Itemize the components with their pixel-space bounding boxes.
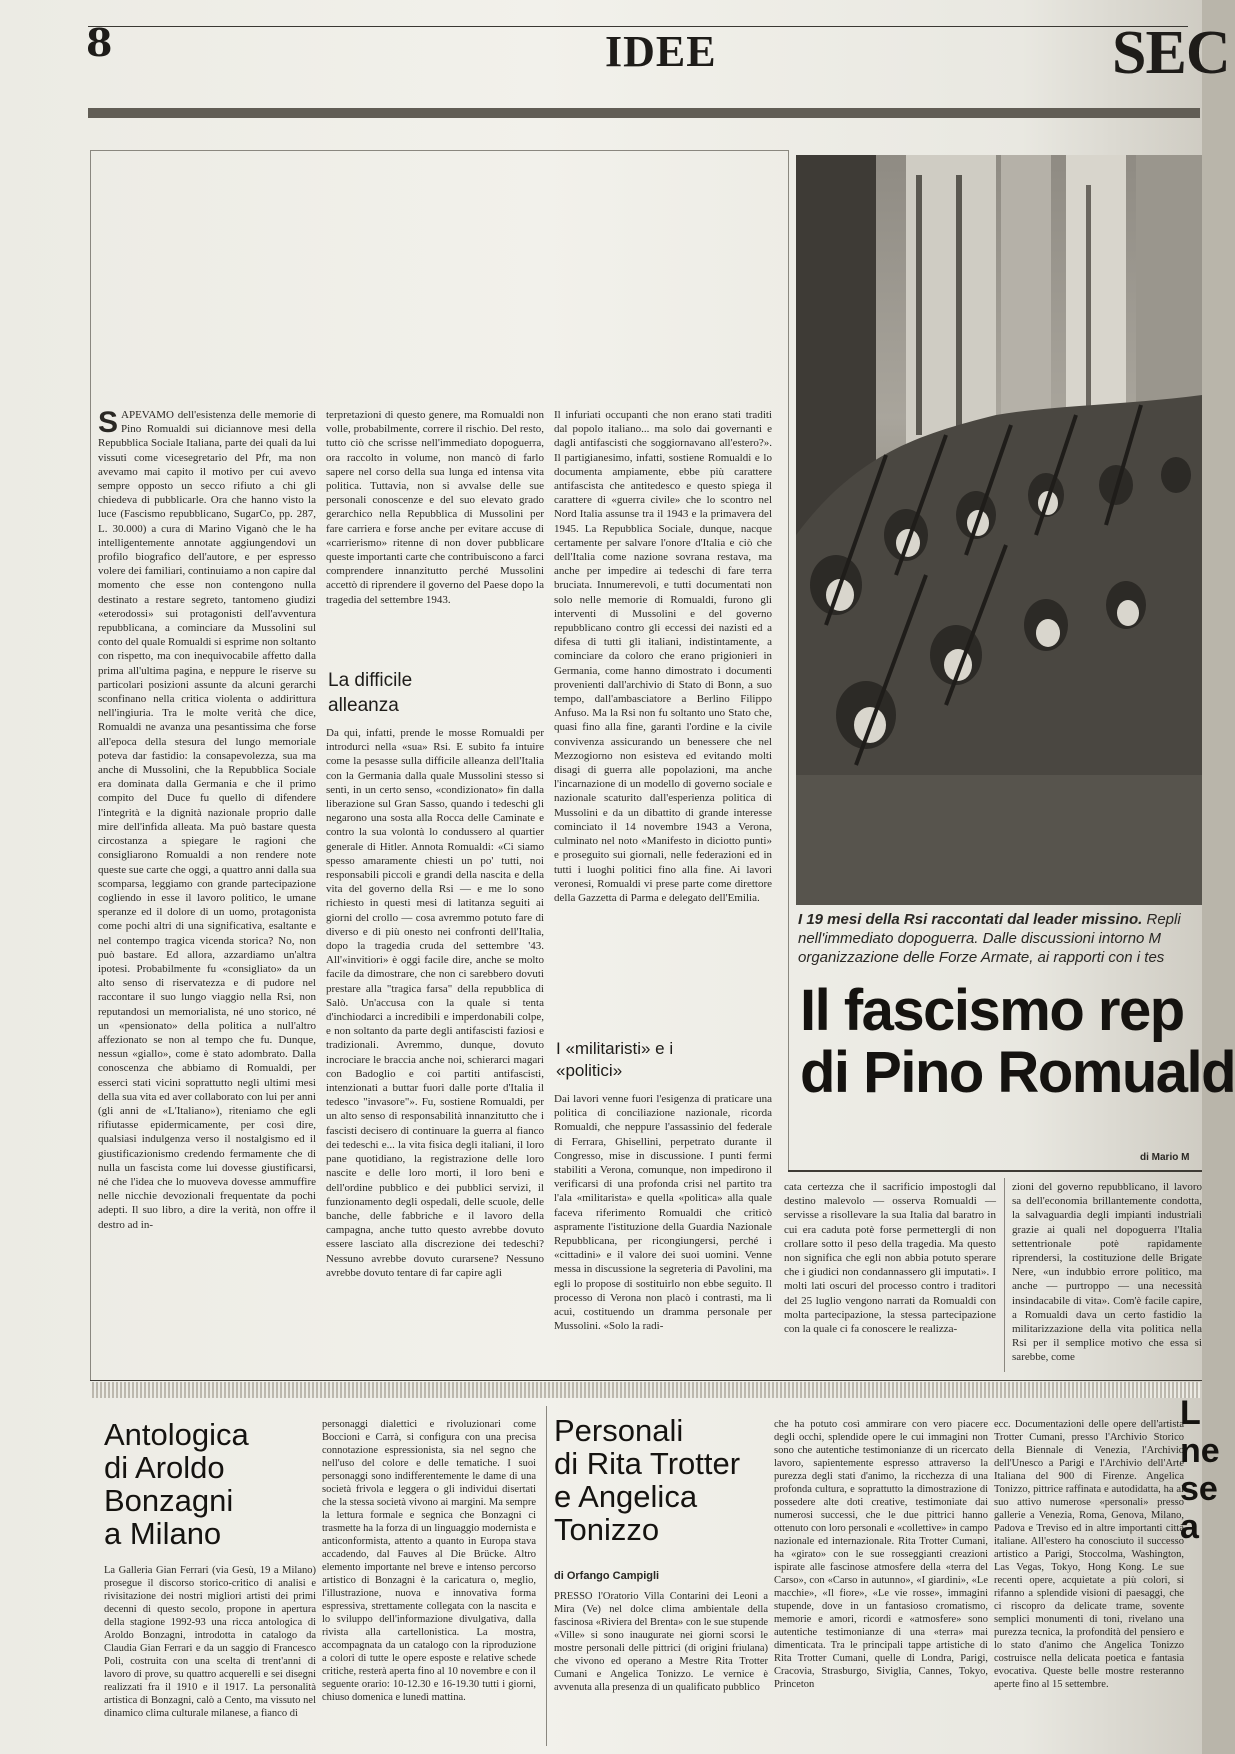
article-column-1 (98, 408, 316, 1368)
side-article-title-fragment (1180, 1394, 1220, 1546)
headline-rule (788, 1170, 1202, 1172)
article-column-2b: Da qui, infatti, prende le mosse Romualdi per introdurci nella «sua» Rsi. E subito fa intuire come la pesasse sulla difficile alleanza dell'Italia con la Germania dalla quale Mussolini stesso si sentì, in un certo senso, «condizionato» fin dalla liberazione sul Gran Sasso, quando i tedeschi gli negarono una sosta alla Rocca delle Caminate e contro la sua volontà lo condussero al quartier generale di Hitler. Annota Romualdi: «Ci siamo spesso amaramente chiesti un po' tutti, noi responsabili piccoli e grandi della nascita e della vita del governo della Rsi — e me lo sono richiesto in questi mesi di latitanza seguiti ai giorni del crollo — cosa avremmo potuto fare di diverso e di più onesto nei confronti dell'Italia, dopo la tragedia cruda del settembre '43. All'«invitiori» è oggi facile dire, anche se molto facile da dimostrare, che non ci sarebbero dovuti prestare alla "tragica farsa" della repubblica di Salò. Un'accusa con la quale si tenta d'inchiodarci a incredibili e imperdonabili colpe, e non soltanto da parte degli antifascisti faziosi e tradizionali. Avremmo, dunque, dovuto incrociare le braccia anche noi, schierarci magari con Badoglio e coi partiti antifascisti, intenzionati a buttar fuori dalle porte d'Italia il tedesco "invasore"». Fu, sostiene Romualdi, per un alto senso di responsabilità innanzitutto che i fascisti decisero di continuare la guerra al fianco dei tedeschi e... la vita fisica degli italiani, il loro pane quotidiano, la registrazione delle loro nascite e delle loro morti, il loro beni e dell'ordine pubblico e dei pubblici servizi, il funzionamento degli ospedali, delle scuole, delle banche, delle fabbriche e il lavoro della campagna, anche tutto questo avrebbe dovuto essere lasciato alla discrezione dei tedeschi? Nessuno avrebbe dovuto curarsene? Nessuno avrebbe dovuto tentare di far capire agli (326, 727, 544, 1279)
frame-rule (90, 150, 91, 1380)
frame-rule (788, 150, 789, 1170)
headline-line: di Pino Romuald (800, 1040, 1235, 1105)
title-line: Antologica (104, 1417, 249, 1452)
bonzagni-column-2: personaggi dialettici e rivoluzionari come Boccioni e Carrà, si configura con una precisa connotazione espressionista, sia nel segno che nell'uso del colore e delle tematiche. I suoi personaggi sono indifferentemente le dame di una società frivola e leggera o gli individui disertati che la stessa società vivono ai margini. Ma sempre la lettura formale e segnica che Bonzagni ci trasmette ha la forza di un linguaggio modernista e anticonformista, attento a quanto in Europa stava accadendo, dal Fauves al Die Brücke. Altro elemento importante nel breve e intenso percorso artistico di Bonzagni è la caricatura o, meglio, l'illustrazione, nuova e innovativa forma espressiva, strettamente collegata con la nascita e lo sviluppo dell'informazione divulgativa, dalla rivista alla cartellonistica. La mostra, accompagnata da un catalogo con la riproduzione a colori di tutte le opere esposte e relative schede critiche, resterà aperta fino al 10 novembre e con il seguente orario: 10-12.30 e 16-19.30 tutti i giorni, chiuso domenica e lunedì mattina. (322, 1419, 536, 1703)
section-rule (88, 108, 1200, 118)
article-column-4: cata certezza che il sacrificio impostogli dal destino malevolo — osserva Romualdi — servisse a risollevare la sua Italia dal baratro in cui era caduta potè forse permettergli di non crollare sotto il peso della tragedia. Ma questo non significa che egli non abbia potuto sperare che i giudici non condannassero gli imputati». I molti lati oscuri del processo contro i traditori del 25 luglio vengono narrati da Romualdi con molta partecipazione, la stessa partecipazione con la quale ci fa conoscere le realizza- (784, 1181, 996, 1336)
article-column-3b: Dai lavori venne fuori l'esigenza di praticare una politica di conciliazione nazionale, ricorda Romualdi, che neppure l'assassinio del federale di Ferrara, Ghisellini, perpetrato durante il Congresso, mise in discussione. I punti fermi stabiliti a Verona, comunque, non impedirono il verificarsi di una profonda crisi nel partito tra l'ala «militarista» e quella «politica» alla quale faceva riferimento Romualdi che criticò aspramente l'istituzione della Guardia Nazionale Repubblicana, per ricongiungersi, perché i «cittadini» e il valore dei suoi uomini. Venne messa in discussione la segreteria di Pavolini, ma egli lo propose di sostituirlo non ebbe seguito. Il processo di Verona non placò i contrasti, ma li acuì, costituendo un dramma personale per Mussolini. «Solo la radi- (554, 1093, 772, 1333)
frame-rule (90, 150, 788, 151)
trotter-byline: di Orfango Campigli (554, 1570, 660, 1582)
photo-illustration (796, 155, 1202, 905)
page-number: 8 (86, 20, 113, 65)
article-column-5: zioni del governo repubblicano, il lavoro sa dell'economia brillantemente condotta, la salvaguardia degli impianti industriali grazie ai quali nel dopoguerra l'Italia settentrionale potè rapidamente riprendersi, la costituzione delle Brigate Nere, «un indubbio errore politico, ma anche — purtroppo — una necessità insindacabile di vita». Com'è facile capire, a Romualdi dava un certo fastidio la militarizzazione della vita politica nella Rsi per il semplice motivo che essa si sarebbe, come (1012, 1181, 1202, 1364)
title-line: L (1180, 1394, 1201, 1432)
title-line: e Angelica (554, 1479, 698, 1514)
title-line: se (1180, 1470, 1218, 1508)
title-line: di Aroldo (104, 1450, 225, 1485)
article-photo (796, 155, 1202, 905)
caption-lead: I 19 mesi della Rsi raccontati dal leader missino. (798, 911, 1143, 928)
photo-caption (798, 910, 1202, 967)
title-line: di Rita Trotter (554, 1446, 741, 1481)
column-rule (1004, 1178, 1005, 1372)
article-text: APEVAMO dell'esistenza delle memorie di Pino Romualdi sui diciannove mesi della Repubblica Sociale Italiana, parte dei quali da lui vissuti come vicesegretario del Pfr, ma non avevamo mai capito il motivo per cui avevo sempre opposto un secco rifiuto a chi gli chiedeva di pubblicarle. Ora che hanno visto la luce (Fascismo repubblicano, SugarCo, pp. 287, L. 30.000) a cura di Marino Viganò che le ha intelligentemente annotate aggiungendovi un profilo biografico dell'autore, e per espresso volere dei familiari, continuiamo a non capire dal momento che esse non contengono nulla destinato a restare segreto, tantomeno giudizi «eterodossi» sui protagonisti dell'avventura repubblicana, a cominciare da Mussolini sul conto del quale Romualdi si esprime non soltanto con rispetto, ma con inequivocabile affetto dalla prima all'ultima pagina, e neppure le riserve su particolari posizioni assunte da alcuni gerarchi sconfinano nella critica violenta o addirittura nell'ingiuria. Tra le molte verità che dice, Romualdi ne avanza una pesantissima che forse all'epoca della stesura del lungo memoriale poteva dar fastidio: la consapevolezza, sua ma anche di Mussolini, che la Repubblica Sociale era dominata dalla Germania e che il primo compito del Duce fu quello di difendere l'integrità e la dignità nazionale proprio dalle mire dell'infida alleata. Ma può bastare questa circostanza a spiegare le ragioni che consigliarono Romualdi a non rendere note queste sue carte che oggi, a quattro anni dalla sua scomparsa, leggiamo con grande partecipazione cogliendo in esse il lavoro politico, le umane speranze ed il dolore di un uomo, protagonista come pochi altri di una significativa, esaltante e nel contempo tragica vicenda storica? No, non può bastare. Ed allora, azzardiamo un'altra ipotesi. Probabilmente fu «consigliato» da un alto senso di riservatezza e di pudore nel raccontare il suo lungo viaggio nella Rsi, non reputandosi un memorialista, né uno storico, né un «pensionato» della politica a null'altro affezionato se non al tempo che fu. Dunque, nessun «giallo», come è stato adombrato. Dalla conoscenza che abbiamo di Romualdi, per esserci stati vicini soprattutto negli ultimi mesi della sua vita ed aver collaborato con lui per anni (gli anni de «L'Italiano»), riteniamo che egli rifiutasse epidermicamente, per così dire, qualsiasi indulgenza verso il nostalgismo ed il giustificazionismo credendo fermamente che di nulla un fascista come lui dovesse giustificarsi, né che l'idea che lo muoveva dovesse ammuffire nelle nicchie devozionali frequentate da pochi adepti. Il suo libro, a dire la verità, non offre il destro ad in- (98, 409, 316, 1231)
caption-line: nell'immediato dopoguerra. Dalle discussioni intorno M (798, 930, 1162, 947)
trotter-column-3: ecc. Documentazioni delle opere dell'artista Trotter Cumani, presso l'Archivio Storico della Biennale di Venezia, l'Archivio dell'Unesco a Parigi e l'Archivio dell'Arte Italiana del 900 di Firenze. Angelica Tonizzo, pittrice raffinata e autodidatta, ha al suo attivo numerose «personali» presso gallerie a Venezia, Roma, Genova, Milano, Padova e Treviso ed in altre importanti città italiane. All'estero ha conosciuto il successo artistico a Parigi, Stoccolma, Washington, Las Vegas, Tokyo, Hong Kong. Le sue recenti opere, acquietate a più colori, si rifanno a splendide visioni di paesaggi, che ci riscopro da delicate trame, sovente semplici monumenti di toni, rivelano una purezza tecnica, la profondità del pensiero e lo stato d'animo che Angelica Tonizzo costruisce nella delicata poetica e fantasia evocativa. Queste belle mostre resteranno aperte fino al 15 settembre. (994, 1419, 1184, 1690)
bonzagni-column-1: La Galleria Gian Ferrari (via Gesù, 19 a Milano) prosegue il discorso storico-critico di analisi e rivisitazione dei nostri migliori artisti dei primi decenni di questo secolo, propone in apertura della stagione 1992-93 una ricca antologica di Aroldo Bonzagni, introdotta in catalogo da Claudia Gian Ferrari e da un saggio di Francesco Poli, costruita con una scelta di trent'anni di lavoro di prove, su quattro acquerelli e sei disegni realizzati fra il 1910 e il 1917. La personalità artistica di Bonzagni, calò a Cento, ma vissuto nel dinamico clima culturale milanese, a fianco di (104, 1565, 316, 1719)
caption-line (798, 910, 1202, 929)
title-line: a Milano (104, 1516, 222, 1551)
headline-line: Il fascismo rep (800, 978, 1184, 1043)
trotter-title (554, 1414, 784, 1546)
bonzagni-title (104, 1418, 304, 1550)
article-column-3a: Il infuriati occupanti che non erano stati traditi dal popolo italiano... ma solo dai governanti e dagli antifascisti che soggiornavano all'estero?». Il partigianesimo, infatti, sostiene Romualdi e lo documenta ampiamente, ebbe più carattere antifascista che antitedesco e questo spiega il carattere di «guerra civile» che lo scontro nel Nord Italia assunse tra il 1943 e la primavera del 1945. La Repubblica Sociale, dunque, nacque certamente per salvare l'onore d'Italia e ciò che dell'Italia come nazione sovrana restava, ma anche per impedire ai tedeschi di fare terra bruciata. Innumerevoli, e tutti documentati non solo nelle memorie di Romualdi, furono gli interventi di Mussolini e del governo repubblicano contro gli eccessi dei nazisti ed a difesa di tutti gli italiani, indistintamente, a cominciare da coloro che erano prigionieri in Germania, come hanno dimostrato i documenti provenienti dall'archivio di Stato di Bonn, a suo tempo, dall'ambasciatore a Berlino Filippo Anfuso. Ma la Rsi non fu soltanto uno Stato che, quasi fino alla fine, garantì l'ordine e la civile convivenza assicurando un benessere che nel Mezzogiorno non esisteva ed evitando molti disagi di guerra alle popolazioni, ma anche l'incarnazione di un modello di governo sociale e nazionale scaturito dall'esperienza politica di Mussolini e da un dibattito di grande interesse cominciato il 14 novembre 1943 a Verona, culminato nel noto «Manifesto in diciotto punti» e proseguito sui giornali, nelle federazioni ed in tutti i luoghi politici fino alla fine. Ai lavori veronesi, Romualdi vi prese parte come direttore della Gazzetta di Parma e delegato dell'Emilia. (554, 409, 772, 904)
section-title: IDEE (605, 27, 717, 76)
article-column-2a: terpretazioni di questo genere, ma Romualdi non volle, probabilmente, correre il rischio. Del resto, tutto ciò che scrisse nell'immediato dopoguerra, ora raccolto in volume, non mancò di farlo sapere nel corso della sua lunga ed intensa vita politica. Tuttavia, non si avvalse delle sue personali conoscenze e del suo elevato grado gerarchico nella Repubblica di Mussolini per fare carriera e forse anche per evitare accuse di «carrierismo» ritenne di non dover pubblicare queste importanti carte che contribuiscono a farci comprendere innanzitutto perché Mussolini accettò di riprendere il governo del Paese dopo la tragedia del settembre 1943. (326, 409, 544, 606)
trotter-column-2: che ha potuto così ammirare con vero piacere degli occhi, splendide opere le cui immagini non sono che autentiche testimonianze di un ricercato lavoro, sapientemente espresso attraverso la purezza degli stati d'animo, la ricchezza di una profonda cultura, e soprattutto la dimostrazione di possedere alte doti creative, testimoniate dai numerosi successi, che le due pittrici hanno ottenuto con loro personali e «collettive» in campo nazionale ed internazionale. Rita Trotter Cumani, ha «girato» con le sue rosseggianti creazioni ispirate alle fascinose atmosfere della «terra del Carso», con «Carso in autunno», «I giardini», «Le macchie», «Il fiore», «Le vie rosse», immagini stupende, dove in un fantasioso cromatismo, memorie e amori, ricordi e «atmosfere» sono autentiche testimonianze di una «terra» mai dimenticata. Tra le principali tappe artistiche di Rita Trotter Cumani, quelle di Londra, Parigi, Cracovia, Strasburgo, Siviglia, Cannes, Tokyo, Princeton (774, 1419, 988, 1690)
title-line: Bonzagni (104, 1483, 234, 1518)
subhead: La difficile alleanza (328, 670, 413, 716)
caption-line: organizzazione delle Forze Armate, ai rapporti con i tes (798, 949, 1165, 966)
column-rule (546, 1406, 547, 1746)
caption-rest: Repli (1142, 911, 1181, 928)
drop-cap: S (98, 406, 119, 439)
dashed-separator (92, 1382, 1200, 1398)
byline: di Mario M (1140, 1152, 1190, 1163)
title-line: Personali (554, 1413, 684, 1448)
title-line: Tonizzo (554, 1512, 660, 1547)
title-line: ne (1180, 1432, 1220, 1470)
title-line: a (1180, 1508, 1199, 1546)
trotter-column-1: PRESSO l'Oratorio Villa Contarini dei Leoni a Mira (Ve) nel dolce clima ambientale della fascinosa «Riviera del Brenta» con le sue stupende «Ville» si sono inaugurate nei giorni scorsi le mostre personali delle pittrici (di origini friulana) che vivono ed operano a Mestre Rita Trotter Cumani e Angelica Tonizzo. Le vernice è avvenuta alla presenza di un qualificato pubblico (554, 1591, 768, 1693)
article-headline (800, 978, 1235, 1105)
bottom-section-rule (90, 1380, 1202, 1381)
subhead: I «militaristi» e i «politici» (556, 1039, 674, 1080)
masthead-fragment: SEC (1112, 19, 1230, 87)
